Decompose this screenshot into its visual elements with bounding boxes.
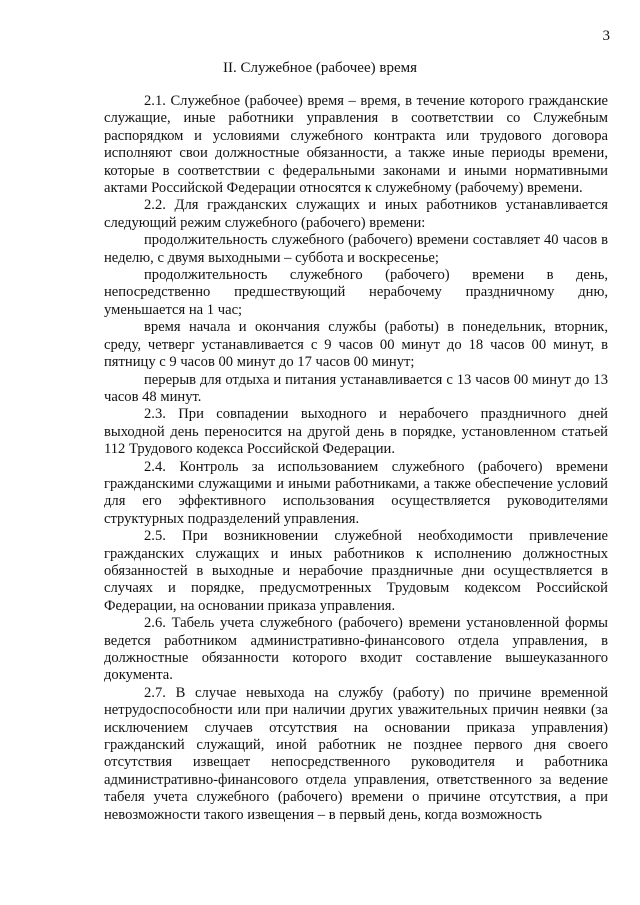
list-item-lunch-break: перерыв для отдыха и питания устанавливается с 13 часов 00 минут до 13 часов 48 минут. <box>104 371 608 405</box>
paragraph-2-6: 2.6. Табель учета служебного (рабочего) времени установленной формы ведется работником административно-финансового отдела управления, в должностные обязанности которого входит составление вышеуказанного документа. <box>104 615 608 684</box>
list-item-pre-holiday: продолжительность служебного (рабочего) времени в день, непосредственно предшествующий нерабочему праздничному дню, уменьшается на 1 час; <box>104 267 608 318</box>
paragraph-2-7: 2.7. В случае невыхода на службу (работу) по причине временной нетрудоспособности или при наличии других уважительных причин неявки (за исключением случаев отсутствия на основании приказа управления) гражданский служащий, иной работник не позднее первого дня своего отсутствия извещает непосредственного руководителя и работника административно-финансового отдела управления, ответственного за ведение табеля учета служебного (рабочего) времени о причине отсутствия, а при невозможности такого извещения – в первый день, когда возможность <box>104 684 608 823</box>
paragraph-2-1: 2.1. Служебное (рабочее) время – время, в течение которого гражданские служащие, иные работники управления в соответствии со Служебным распорядком и условиями служебного контракта или трудового договора исполняют свои должностные обязанности, а также иные периоды времени, которые в соответствии с федеральными законами и иными нормативными актами Российской Федерации относятся к служебному (рабочему) времени. <box>104 93 608 197</box>
paragraph-2-5: 2.5. При возникновении служебной необходимости привлечение гражданских служащих и иных работников к исполнению должностных обязанностей в выходные и нерабочие праздничные дни осуществляется в случаях и порядке, предусмотренных Трудовым кодексом Российской Федерации, на основании приказа управления. <box>104 528 608 614</box>
list-item-weekly-hours: продолжительность служебного (рабочего) времени составляет 40 часов в неделю, с двумя выходными – суббота и воскресенье; <box>104 232 608 266</box>
list-item-work-schedule: время начала и окончания службы (работы) в понедельник, вторник, среду, четверг устанавливается с 9 часов 00 минут до 18 часов 00 минут, в пятницу с 9 часов 00 минут до 17 часов 00 минут; <box>104 319 608 371</box>
paragraph-2-4: 2.4. Контроль за использованием служебного (рабочего) времени гражданскими служащими и иными работниками, а также обеспечение условий для его эффективного использования осуществляется руководителями структурных подразделений управления. <box>104 458 608 527</box>
page-number: 3 <box>602 28 610 44</box>
paragraph-2-2: 2.2. Для гражданских служащих и иных работников устанавливается следующий режим служебного (рабочего) времени: <box>104 197 608 231</box>
section-title: II. Служебное (рабочее) время <box>223 60 417 76</box>
paragraph-2-3: 2.3. При совпадении выходного и нерабочего праздничного дней выходной день переносится на другой день в порядке, установленном статьей 112 Трудового кодекса Российской Федерации. <box>104 406 608 458</box>
document-body <box>104 93 608 824</box>
